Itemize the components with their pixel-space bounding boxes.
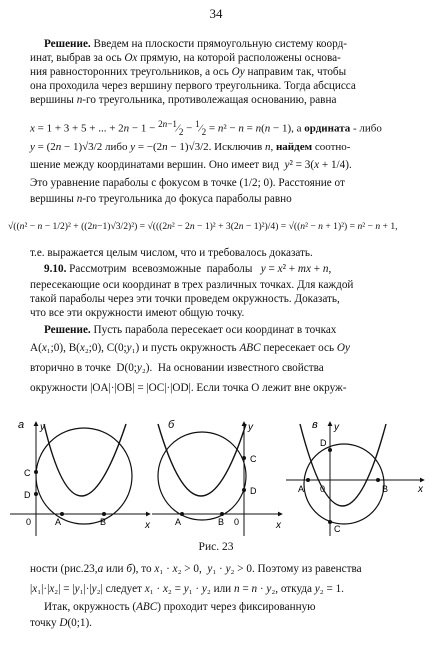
point-label: C (24, 468, 31, 478)
circle (36, 428, 132, 524)
y-axis-label: y (334, 422, 339, 433)
solution-line: Решение. Пусть парабола пересекает оси координат в точках (44, 324, 337, 336)
figure-panel-a (10, 419, 151, 536)
problem-line: 9.10. Рассмотрим всевозможные параболы y = x² + mx + n, (44, 263, 332, 275)
problem-line: пересекающие оси координат в трех различных точках. Для каждой (30, 279, 354, 291)
text-line: Итак, окружность (ABC) проходит через фиксированную (44, 601, 316, 613)
point-label: A (298, 484, 305, 494)
problem-line: что все эти окружности имеют общую точку. (30, 307, 245, 319)
point-label: D (320, 438, 327, 448)
point-label: C (334, 524, 341, 534)
origin-label: 0 (320, 484, 326, 494)
y-axis-label: y (40, 422, 45, 433)
panel-label: б (168, 419, 175, 431)
text-line: ности (рис.23,а или б), то x₁ · x₂ > 0, y₁ · y₂ > 0. Поэтому из равенства (30, 563, 362, 575)
circle (158, 432, 246, 520)
problem-line: такой параболы через эти точки проведем окружность. Доказать, (30, 293, 340, 305)
figure-panel-b (152, 419, 282, 536)
point-label: B (100, 517, 107, 527)
text-line: |x₁|·|x₂| = |y₁|·|y₂| следует x₁ · x₂ = y₁ · y₂ или n = n · y₂, откуда y₂ = 1. (30, 583, 344, 595)
text-line: шение между координатами вершин. Оно имеет вид y² = 3(x + 1/4). (30, 159, 352, 171)
panel-label: а (18, 419, 25, 431)
parabola (44, 424, 126, 496)
text-line: Решение. Введем на плоскости прямоугольную систему коорд- (44, 38, 347, 50)
point-label: B (382, 484, 389, 494)
text-line: вершины n-го треугольника, противолежащая основанию, равна (30, 94, 337, 106)
x-axis-label: x (276, 520, 281, 531)
figure-caption: Рис. 23 (198, 541, 234, 553)
page-number: 34 (209, 6, 223, 21)
text-line: Это уравнение параболы с фокусом в точке (1/2; 0). Расстояние от (30, 177, 345, 189)
y-axis-label: y (248, 422, 253, 433)
figure-panel-c (286, 419, 424, 536)
text-line: инат, выбрав за ось Ox прямую, на которой расположены основа- (30, 52, 341, 64)
origin-label: 0 (26, 517, 32, 527)
point-label: A (55, 517, 62, 527)
text-line: вершины n-го треугольника до фокуса параболы равно (30, 193, 292, 205)
text-line: т.е. выражается целым числом, что и требовалось доказать. (30, 247, 313, 259)
equation-distance: √((n² − n − 1/2)² + ((2n−1)√3/2)²) = √(((2n² − 2n − 1)² + 3(2n − 1)²)/4) = √((n² − n + 1)²) = n² − n + 1, (8, 221, 398, 232)
x-axis-label: x (145, 520, 150, 531)
text-line: она проходила через вершину первого треугольника. Тогда абсцисса (30, 80, 356, 92)
equation-ordinate: y = (2n − 1)√3/2 либо y = −(2n − 1)√3/2. Исключив n, найдем соотно- (30, 141, 351, 153)
text-line: ния равносторонних треугольников, а ось Oy направим так, чтобы (30, 66, 347, 78)
panel-label: в (312, 419, 318, 431)
parabola (300, 424, 389, 506)
parabola (158, 424, 246, 496)
point-label: D (24, 490, 31, 500)
text-line: точку D(0;1). (30, 617, 92, 629)
solution-line: окружности |OA|·|OB| = |OC|·|OD|. Если точка O лежит вне окруж- (30, 382, 347, 394)
origin-label: 0 (234, 517, 240, 527)
solution-line: вторично в точке D(0;y₂). На основании известного свойства (30, 362, 324, 374)
point-label: C (250, 454, 257, 464)
figure-23 (0, 418, 432, 540)
equation-abscissa: x = 1 + 3 + 5 + ... + $2n - 1 - ^{2n-1}⁄_2$ − $^1⁄_2 = n^2 - n = n(n - 1)$, а ордината - либо (30, 119, 382, 137)
circle (304, 444, 384, 524)
point-label: D (250, 486, 257, 496)
point-label: A (175, 517, 182, 527)
point-label: B (218, 517, 225, 527)
x-axis-label: x (418, 484, 423, 495)
solution-line: A(x₁;0), B(x₂;0), C(0;y₁) и пусть окружность ABC пересекает ось Oy (30, 342, 350, 354)
